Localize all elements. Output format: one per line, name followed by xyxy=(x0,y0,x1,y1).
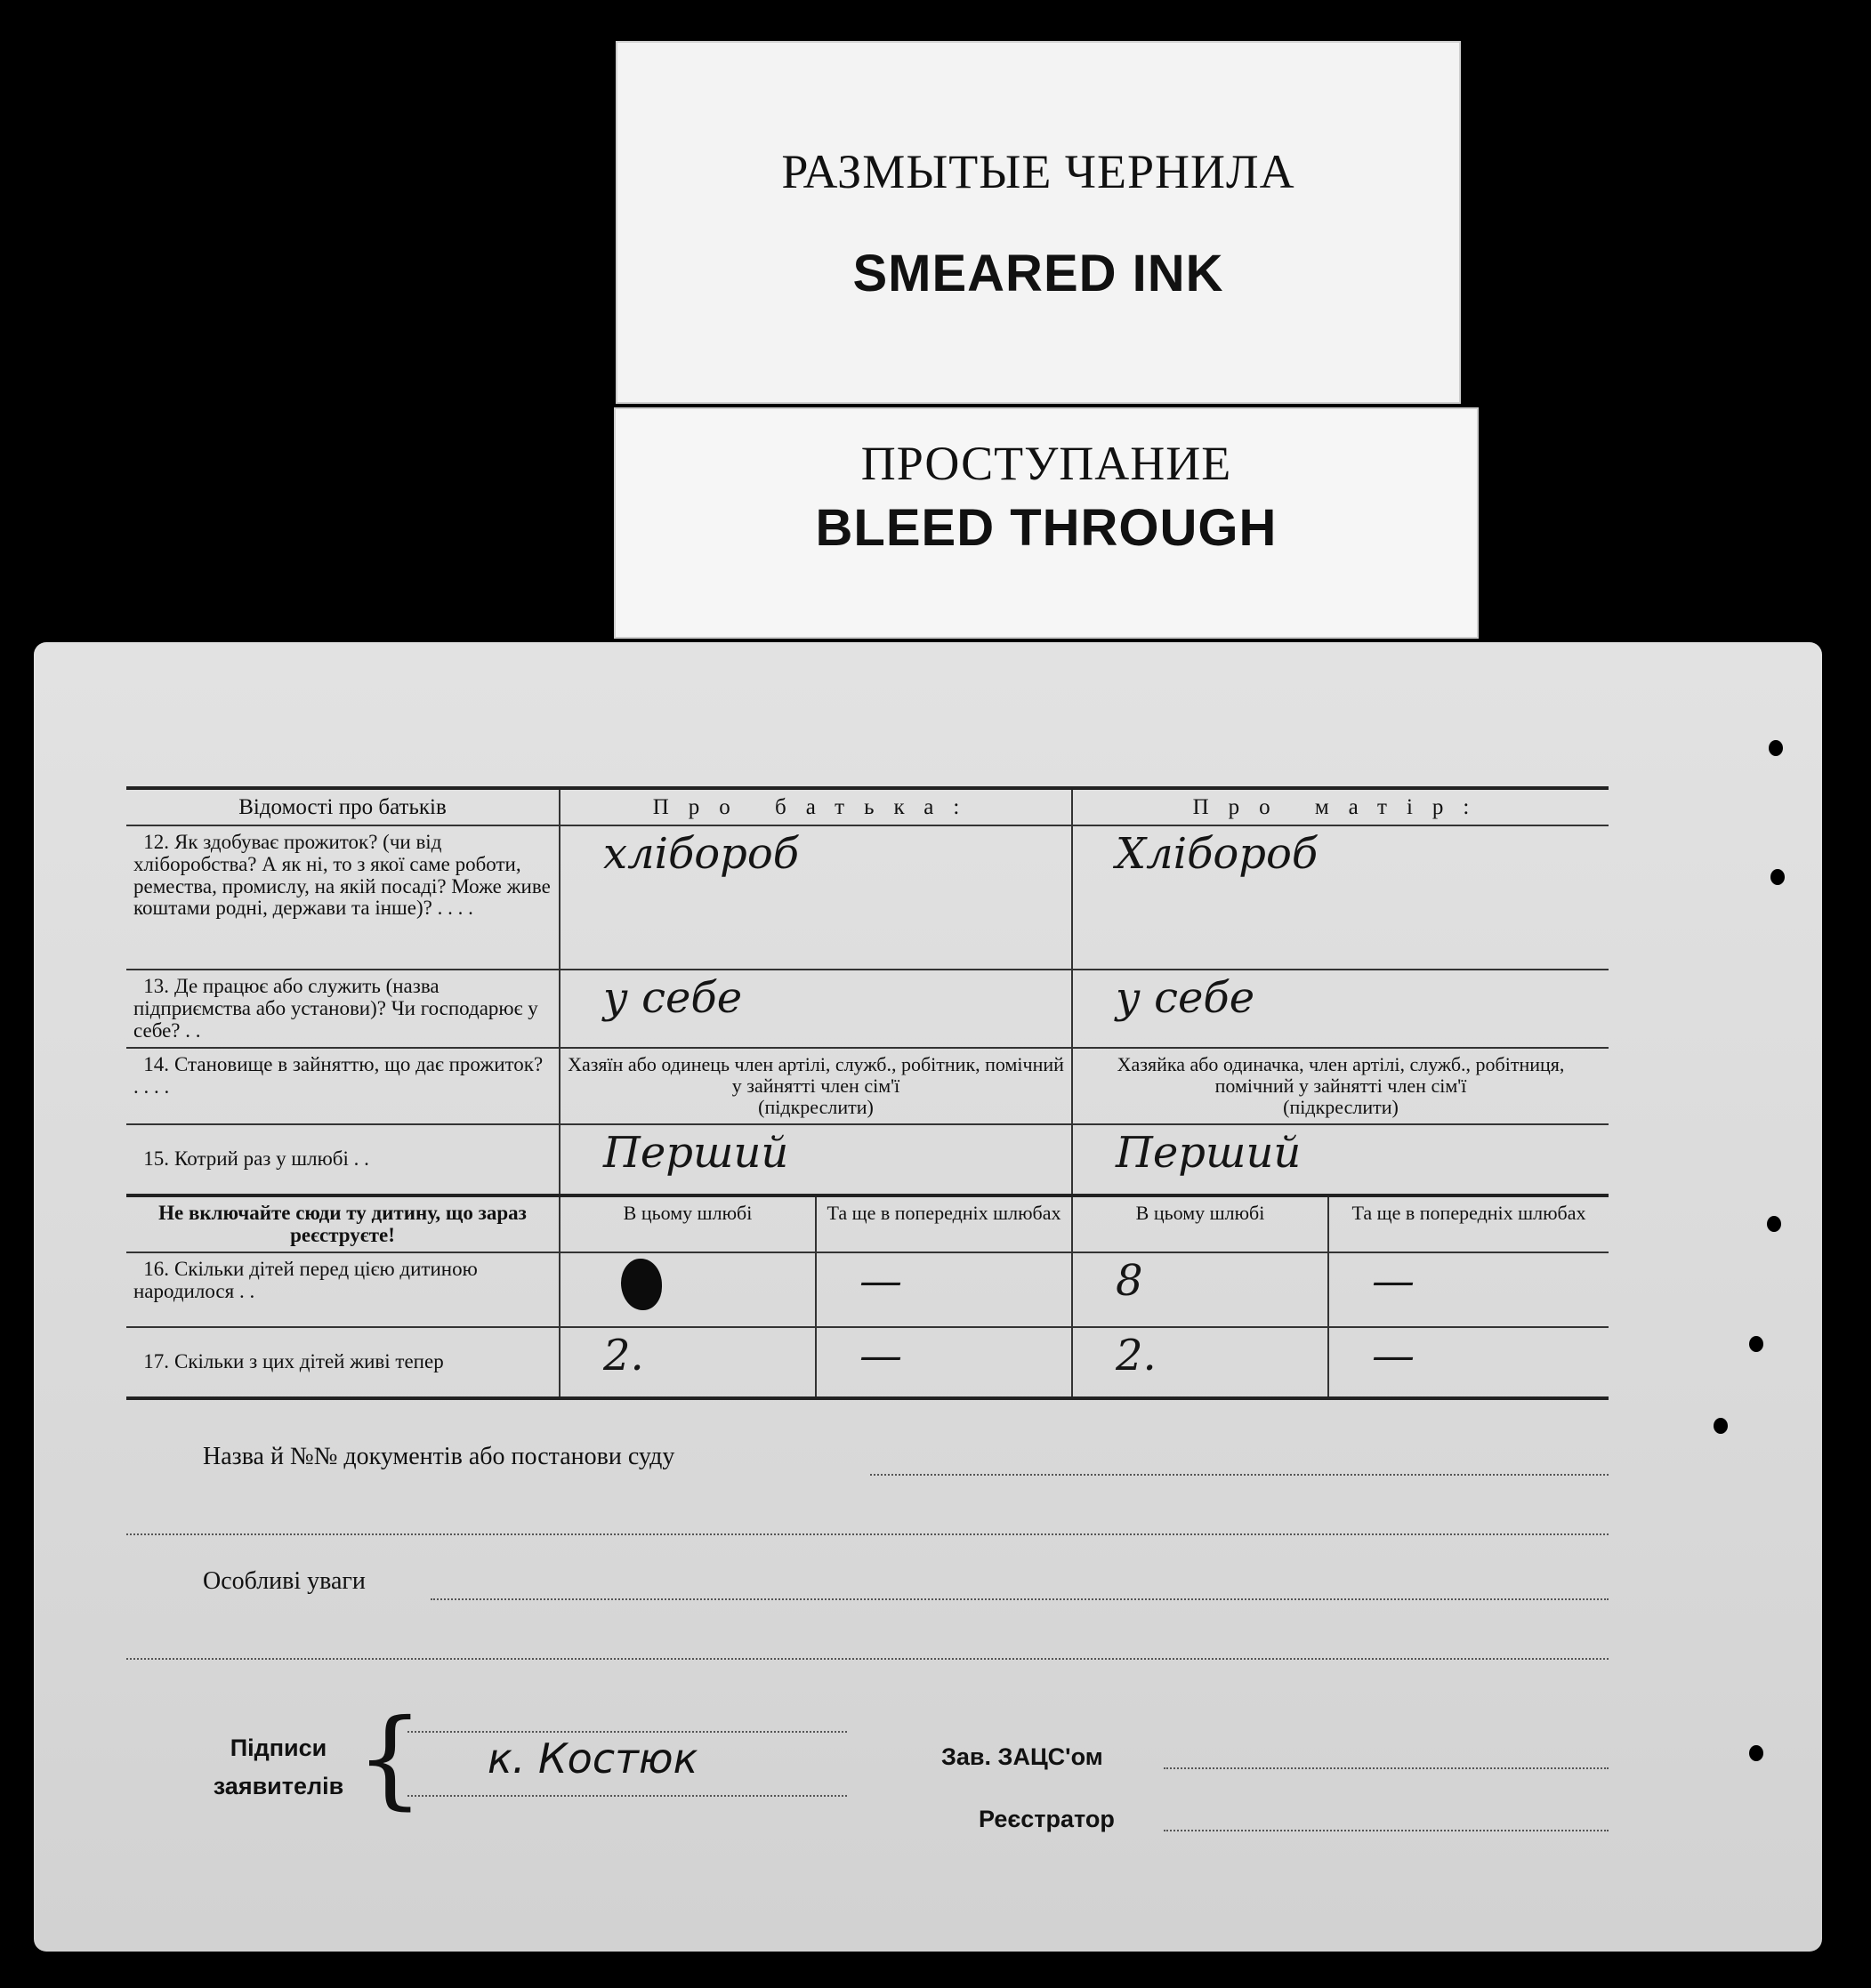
smeared-ink-ru: РАЗМЫТЫЕ ЧЕРНИЛА xyxy=(781,145,1295,198)
bleed-through-ru: ПРОСТУПАНИЕ xyxy=(860,437,1232,490)
q15-mother-cell[interactable] xyxy=(1072,1124,1609,1195)
registrar-label: Реєстратор xyxy=(979,1806,1115,1832)
q16-mother-this: 8 xyxy=(1116,1256,1143,1307)
children-note: Не включайте сюди ту дитину, що зараз реєструєте! xyxy=(126,1195,560,1253)
q17-number: 17. xyxy=(143,1350,169,1373)
q16-father-this-cell[interactable] xyxy=(560,1252,816,1327)
punch-hole xyxy=(1714,1418,1728,1434)
q15-father-cell[interactable] xyxy=(560,1124,1072,1195)
mother-previous-header: Та ще в попередніх шлюбах xyxy=(1328,1195,1609,1253)
q17-mother-prev-cell[interactable] xyxy=(1328,1327,1609,1398)
remarks-label: Особливі уваги xyxy=(203,1567,366,1595)
q16-father-prev: — xyxy=(859,1256,902,1307)
punch-hole xyxy=(1767,1216,1781,1232)
signatures-label-line2: заявителів xyxy=(213,1773,344,1800)
applicant-signature: к. Костюк xyxy=(488,1734,698,1783)
q12-father-cell[interactable] xyxy=(560,825,1072,970)
q14-father-cell[interactable] xyxy=(560,1048,1072,1123)
father-header: Про батька: xyxy=(560,788,1072,825)
registrar-signature-line[interactable] xyxy=(1164,1830,1609,1831)
q14-father-hint: (підкреслити) xyxy=(758,1095,874,1118)
q15-label-cell xyxy=(126,1124,560,1195)
punch-hole xyxy=(1769,740,1783,756)
remarks-line[interactable] xyxy=(431,1598,1609,1600)
documents-label: Назва й №№ документів або постанови суду xyxy=(203,1443,675,1470)
section-header: Відомості про батьків xyxy=(126,788,560,825)
q12-label: Як здобуває прожиток? (чи від хліборобства? А як ні, то з якої саме роботи, ремества, промислу, на якій посаді? Може живе коштами родні, держави та інше)? . . . . xyxy=(133,831,551,920)
father-this-marriage-header: В цьому шлюбі xyxy=(560,1195,816,1253)
q13-label-cell xyxy=(126,970,560,1048)
q15-mother-answer: Перший xyxy=(1116,1127,1302,1178)
q16-mother-prev-cell[interactable] xyxy=(1328,1252,1609,1327)
q13-mother-answer: у себе xyxy=(1116,973,1255,1023)
q17-label: Скільки з цих дітей живі тепер xyxy=(174,1350,444,1373)
signatures-label-line1: Підписи xyxy=(230,1734,327,1761)
punch-hole xyxy=(1770,869,1785,885)
q15-father-answer: Перший xyxy=(603,1127,789,1178)
q14-father-options: Хазяїн або одинець член артілі, служб., робітник, помічний у зайнятті член сім'ї xyxy=(568,1053,1064,1098)
q17-father-prev-cell[interactable] xyxy=(816,1327,1072,1398)
q16-father-prev-cell[interactable] xyxy=(816,1252,1072,1327)
q16-number: 16. xyxy=(143,1258,169,1281)
bleed-through-en: BLEED THROUGH xyxy=(815,499,1278,557)
q13-number: 13. xyxy=(143,975,169,997)
q17-mother-prev: — xyxy=(1372,1331,1415,1381)
smeared-ink-notice xyxy=(616,41,1461,404)
signature-line-1[interactable] xyxy=(407,1731,847,1733)
q12-father-answer: хлібороб xyxy=(603,829,800,879)
punch-hole xyxy=(1749,1336,1763,1352)
documents-line-2[interactable] xyxy=(126,1533,1609,1535)
q17-father-prev: — xyxy=(859,1331,902,1381)
q17-mother-this: 2. xyxy=(1116,1331,1157,1381)
head-label: Зав. ЗАЦС'ом xyxy=(941,1743,1103,1770)
q14-mother-options: Хазяйка або одиначка, член артілі, служб., робітниця, помічний у зайнятті член сім'ї xyxy=(1117,1053,1565,1098)
q17-father-this: 2. xyxy=(603,1331,644,1381)
mother-header: Про матір: xyxy=(1072,788,1609,825)
bleed-through-notice xyxy=(614,407,1479,639)
registration-form-sheet xyxy=(34,642,1822,1952)
q16-mother-this-cell[interactable] xyxy=(1072,1252,1328,1327)
signatures-label xyxy=(194,1729,363,1806)
q13-father-answer: у себе xyxy=(603,973,743,1023)
q14-number: 14. xyxy=(143,1053,169,1076)
q14-label: Становище в зайняттю, що дає прожиток? . . . . xyxy=(133,1053,544,1099)
smeared-ink-en: SMEARED INK xyxy=(852,245,1224,302)
q17-label-cell xyxy=(126,1327,560,1398)
q13-father-cell[interactable] xyxy=(560,970,1072,1048)
q14-mother-hint: (підкреслити) xyxy=(1283,1095,1399,1118)
q16-mother-prev: — xyxy=(1372,1256,1415,1307)
q13-label: Де працює або служить (назва підприємства або установи)? Чи господарює у себе? . . xyxy=(133,975,538,1042)
ink-blot xyxy=(621,1259,662,1310)
q12-number: 12. xyxy=(143,831,169,853)
signature-line-2[interactable] xyxy=(407,1795,847,1797)
head-signature-line[interactable] xyxy=(1164,1767,1609,1769)
remarks-line-2[interactable] xyxy=(126,1658,1609,1660)
q14-label-cell xyxy=(126,1048,560,1123)
q15-label: Котрий раз у шлюбі . . xyxy=(174,1147,369,1170)
q16-label-cell xyxy=(126,1252,560,1327)
mother-this-marriage-header: В цьому шлюбі xyxy=(1072,1195,1328,1253)
q12-label-cell xyxy=(126,825,560,970)
documents-line[interactable] xyxy=(870,1474,1609,1476)
q12-mother-answer: Хлібороб xyxy=(1116,829,1319,879)
signatures-brace: { xyxy=(356,1697,424,1821)
q13-mother-cell[interactable] xyxy=(1072,970,1609,1048)
q17-mother-this-cell[interactable] xyxy=(1072,1327,1328,1398)
q15-number: 15. xyxy=(143,1147,169,1170)
father-previous-header: Та ще в попередніх шлюбах xyxy=(816,1195,1072,1253)
q14-mother-cell[interactable] xyxy=(1072,1048,1609,1123)
q17-father-this-cell[interactable] xyxy=(560,1327,816,1398)
parents-info-table xyxy=(126,786,1609,1400)
q12-mother-cell[interactable] xyxy=(1072,825,1609,970)
punch-hole xyxy=(1749,1745,1763,1761)
q16-label: Скільки дітей перед цією дитиною народилося . . xyxy=(133,1258,478,1303)
